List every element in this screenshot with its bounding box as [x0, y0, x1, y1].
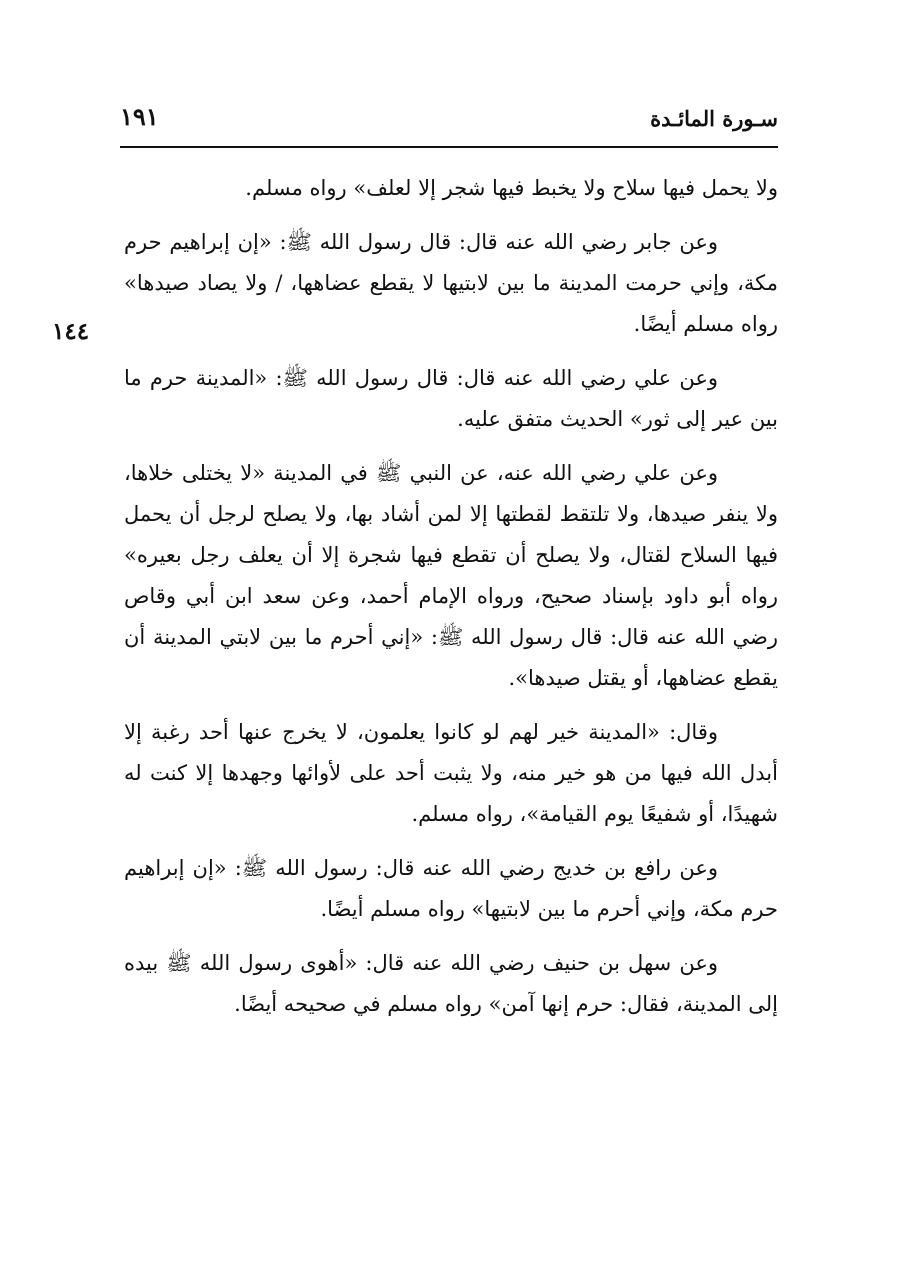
margin-page-reference: ١٤٤	[52, 318, 90, 345]
page-header	[120, 102, 778, 148]
paragraph: ولا يحمل فيها سلاح ولا يخبط فيها شجر إلا لعلف» رواه مسلم.	[245, 176, 778, 200]
paragraph: وعن علي رضي الله عنه، عن النبي ﷺ في المدينة «لا يختلى خلاها، ولا ينفر صيدها، ولا تلتقط لقطتها إلا لمن أشاد بها، ولا يصلح لرجل أن يحمل فيها السلاح لقتال، ولا يصلح أن تقطع فيها شجرة إلا أن يعلف رجل بعيره» رواه أبو داود بإسناد صحيح، ورواه الإمام أحمد، وعن سعد ابن أبي وقاص رضي الله عنه قال: قال رسول الله ﷺ: «إني أحرم ما بين لابتي المدينة أن يقطع عضاهها، أو يقتل صيدها».	[124, 461, 778, 690]
paragraph: وعن علي رضي الله عنه قال: قال رسول الله ﷺ: «المدينة حرم ما بين عير إلى ثور» الحديث متفق عليه.	[124, 366, 778, 431]
paragraph: وعن رافع بن خديج رضي الله عنه قال: رسول الله ﷺ: «إن إبراهيم حرم مكة، وإني أحرم ما بين لابتيها» رواه مسلم أيضًا.	[124, 856, 778, 921]
page-body	[124, 168, 778, 1038]
surah-title: سـورة المائـدة	[650, 106, 778, 131]
page-number: ١٩١	[120, 102, 159, 131]
paragraph: وقال: «المدينة خير لهم لو كانوا يعلمون، لا يخرج عنها أحد رغبة إلا أبدل الله فيها من هو خير منه، ولا يثبت أحد على لأوائها وجهدها إلا كنت له شهيدًا، أو شفيعًا يوم القيامة»، رواه مسلم.	[124, 720, 778, 826]
paragraph: وعن جابر رضي الله عنه قال: قال رسول الله ﷺ: «إن إبراهيم حرم مكة، وإني حرمت المدينة ما بين لابتيها لا يقطع عضاهها، / ولا يصاد صيدها» رواه مسلم أيضًا.	[124, 230, 778, 336]
paragraph: وعن سهل بن حنيف رضي الله عنه قال: «أهوى رسول الله ﷺ بيده إلى المدينة، فقال: حرم إنها آمن» رواه مسلم في صحيحه أيضًا.	[124, 951, 778, 1016]
